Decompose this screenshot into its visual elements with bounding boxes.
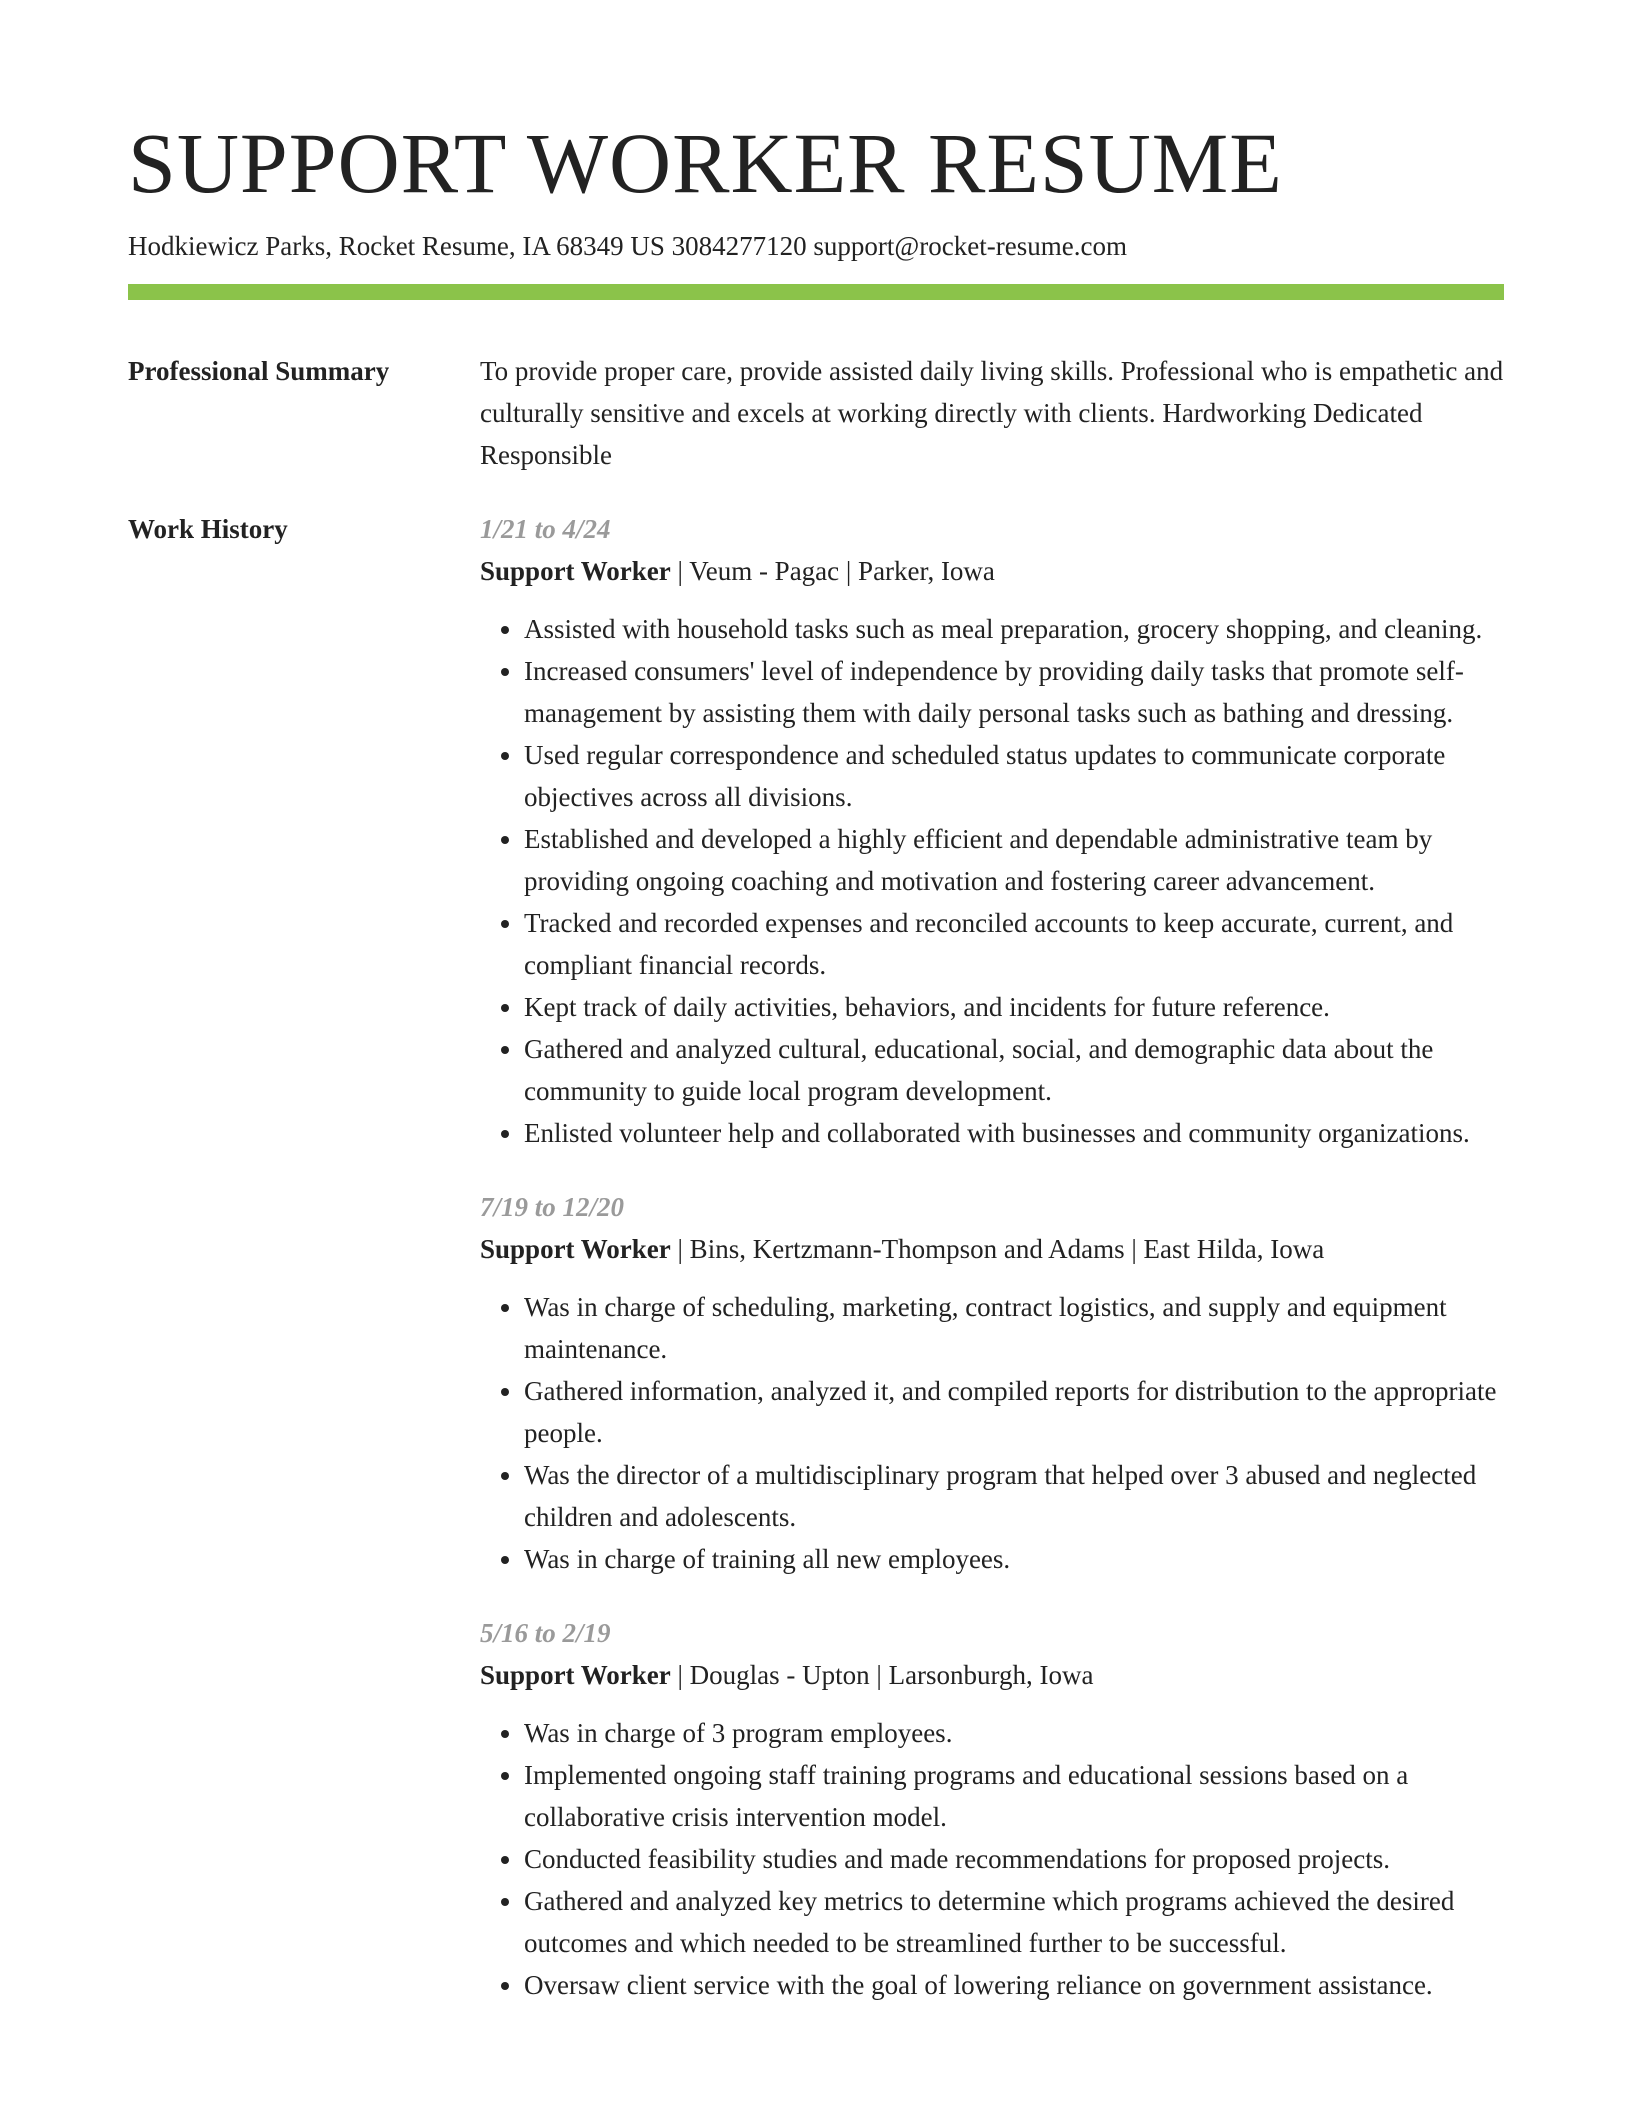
job-dates: 5/16 to 2/19 — [480, 1618, 611, 1649]
resume-page — [128, 0, 1504, 2006]
job-bullet: • Oversaw client service with the goal of lowering reliance on government assistance. — [524, 1964, 1504, 2006]
job-heading — [480, 550, 1504, 592]
job-title: Support Worker — [480, 556, 671, 587]
section-label-professional-summary: Professional Summary — [128, 356, 390, 387]
section-body-work-history — [480, 508, 1504, 2006]
contact-info: Hodkiewicz Parks, Rocket Resume, IA 68349 US 3084277120 support@rocket-resume.com — [128, 231, 1127, 261]
job-dates: 7/19 to 12/20 — [480, 1192, 625, 1223]
job-details: | Bins, Kertzmann-Thompson and Adams | East Hilda, Iowa — [670, 1234, 1325, 1265]
job-bullet-list — [480, 1286, 1504, 1580]
job-heading — [480, 1228, 1504, 1270]
job-entry — [480, 1612, 1504, 2006]
job-entry — [480, 508, 1504, 1154]
job-bullet: • Implemented ongoing staff training programs and educational sessions based on a collaborative crisis intervention model. — [524, 1754, 1504, 1838]
job-bullet: • Was in charge of scheduling, marketing, contract logistics, and supply and equipment maintenance. — [524, 1286, 1504, 1370]
job-bullet: • Conducted feasibility studies and made recommendations for proposed projects. — [524, 1838, 1504, 1880]
job-heading — [480, 1654, 1504, 1696]
job-bullet: • Increased consumers' level of independence by providing daily tasks that promote self-management by assisting them with daily personal tasks such as bathing and dressing. — [524, 650, 1504, 734]
work-history-section — [128, 508, 1504, 2006]
job-title: Support Worker — [480, 1660, 671, 1691]
job-bullet: • Assisted with household tasks such as meal preparation, grocery shopping, and cleaning. — [524, 608, 1504, 650]
professional-summary-section — [128, 350, 1504, 476]
resume-title: SUPPORT WORKER RESUME — [128, 115, 1283, 211]
job-bullet: • Established and developed a highly efficient and dependable administrative team by providing ongoing coaching and motivation and fostering career advancement. — [524, 818, 1504, 902]
job-bullet: • Enlisted volunteer help and collaborated with businesses and community organizations. — [524, 1112, 1504, 1154]
job-bullet-list — [480, 1712, 1504, 2006]
job-bullet: • Gathered and analyzed key metrics to determine which programs achieved the desired outcomes and which needed to be streamlined further to be successful. — [524, 1880, 1504, 1964]
job-details: | Veum - Pagac | Parker, Iowa — [670, 556, 995, 587]
job-bullet-list — [480, 608, 1504, 1154]
job-bullet: • Used regular correspondence and scheduled status updates to communicate corporate objectives across all divisions. — [524, 734, 1504, 818]
job-entry — [480, 1186, 1504, 1580]
job-dates: 1/21 to 4/24 — [480, 514, 611, 545]
job-details: | Douglas - Upton | Larsonburgh, Iowa — [670, 1660, 1094, 1691]
section-label-work-history: Work History — [128, 514, 288, 545]
job-title: Support Worker — [480, 1234, 671, 1265]
job-bullet: • Was in charge of 3 program employees. — [524, 1712, 1504, 1754]
job-bullet: • Gathered and analyzed cultural, educational, social, and demographic data about the community to guide local program development. — [524, 1028, 1504, 1112]
summary-text: To provide proper care, provide assisted daily living skills. Professional who is empathetic and culturally sensitive and excels at working directly with clients. Hardworking Dedicated Responsible — [480, 356, 1504, 471]
job-bullet: • Gathered information, analyzed it, and compiled reports for distribution to the appropriate people. — [524, 1370, 1504, 1454]
job-bullet: • Was the director of a multidisciplinary program that helped over 3 abused and neglected children and adolescents. — [524, 1454, 1504, 1538]
job-bullet: • Kept track of daily activities, behaviors, and incidents for future reference. — [524, 986, 1504, 1028]
section-body-professional-summary — [480, 350, 1504, 476]
job-bullet: • Was in charge of training all new employees. — [524, 1538, 1504, 1580]
job-bullet: • Tracked and recorded expenses and reconciled accounts to keep accurate, current, and compliant financial records. — [524, 902, 1504, 986]
accent-divider — [128, 284, 1504, 300]
